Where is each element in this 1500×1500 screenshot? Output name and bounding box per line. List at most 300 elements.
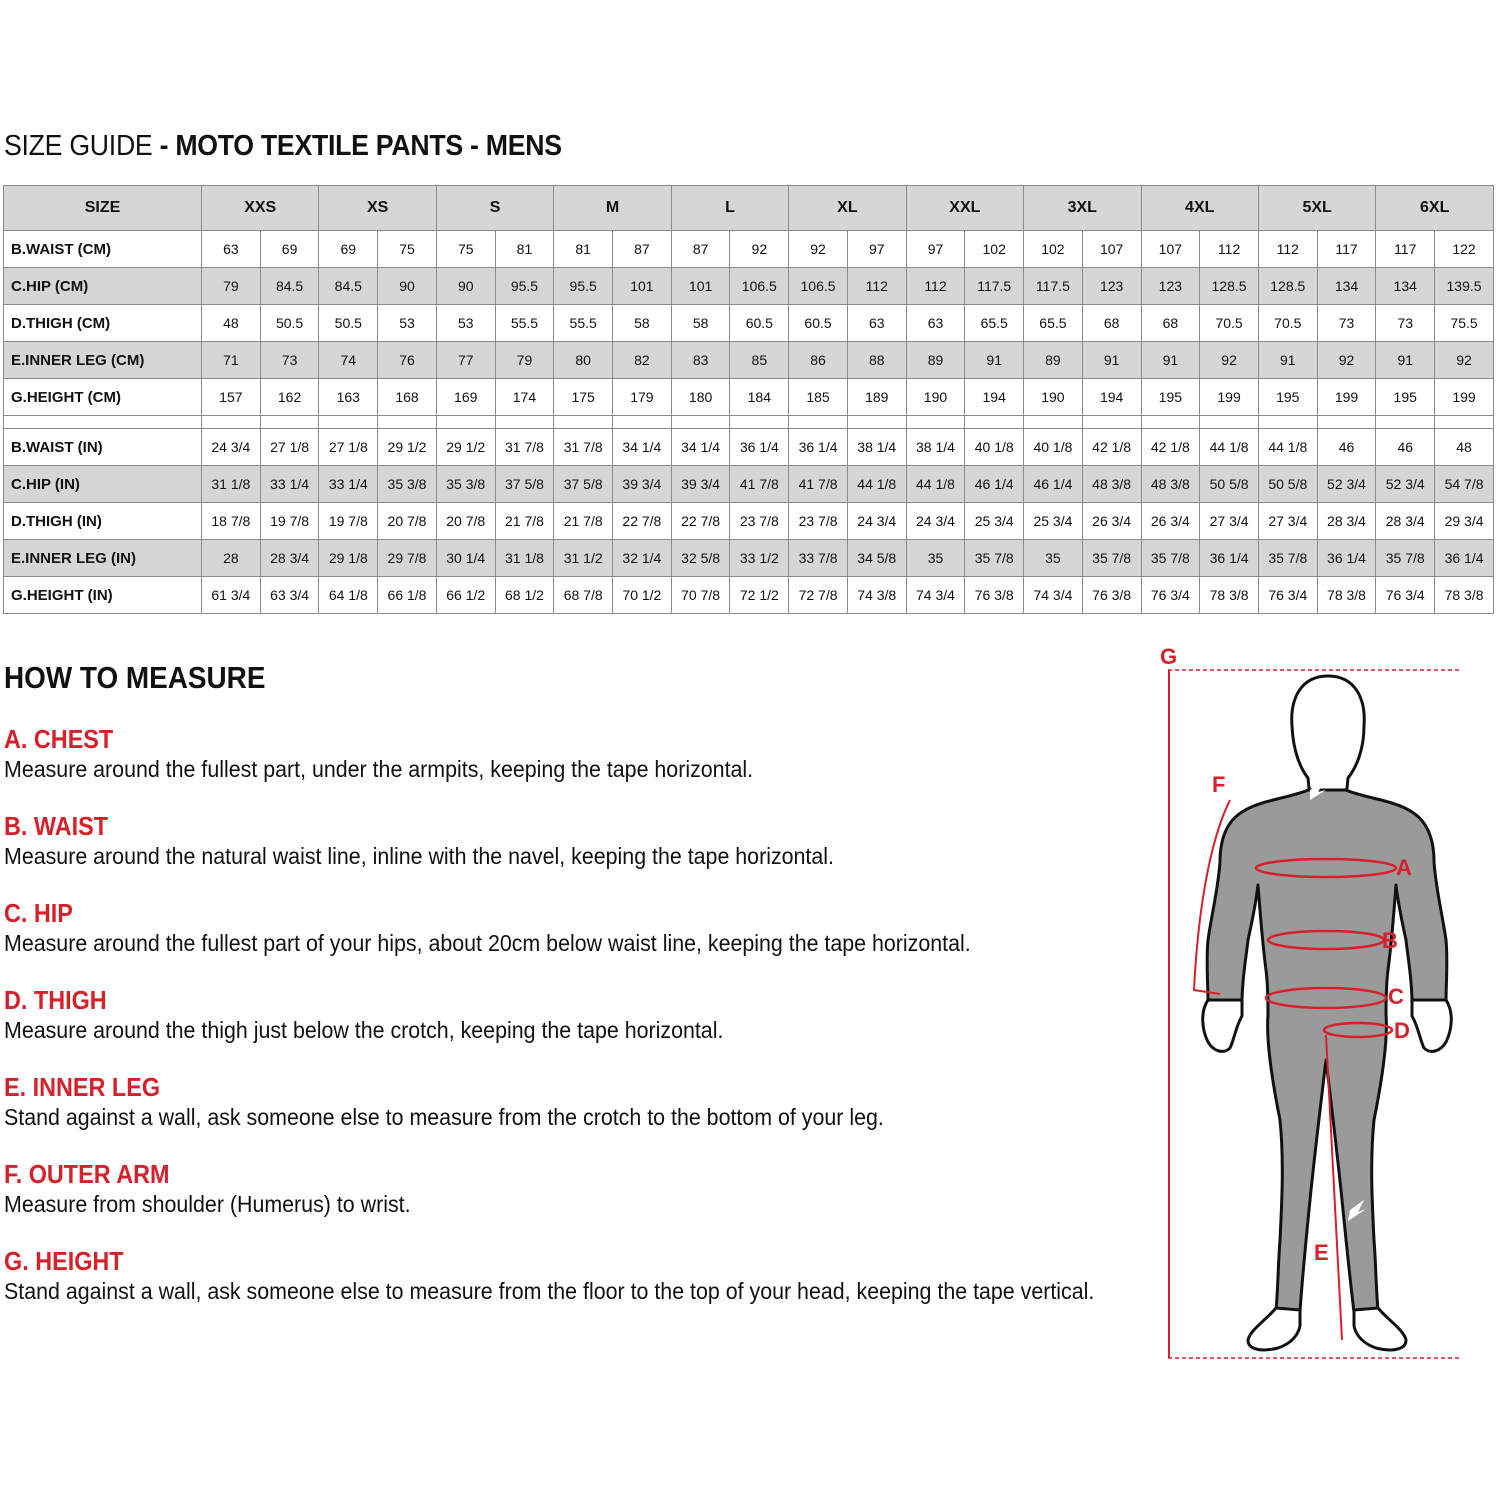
table-cell: 97: [847, 231, 906, 268]
table-cell: 199: [1435, 379, 1494, 416]
table-cell: 65.5: [965, 305, 1024, 342]
measure-item: [4, 1072, 950, 1132]
table-cell: 117: [1317, 231, 1376, 268]
table-separator-row: [4, 416, 1494, 429]
table-cell: 68 1/2: [495, 577, 554, 614]
table-cell: 32 1/4: [613, 540, 672, 577]
table-cell: 37 5/8: [495, 466, 554, 503]
separator-cell: [1024, 416, 1083, 429]
table-cell: 35 7/8: [1082, 540, 1141, 577]
table-cell: 106.5: [789, 268, 848, 305]
size-header: 5XL: [1258, 186, 1375, 231]
row-label: G.HEIGHT (IN): [4, 577, 202, 614]
size-header: 3XL: [1024, 186, 1141, 231]
table-cell: 33 1/2: [730, 540, 789, 577]
table-cell: 31 7/8: [495, 429, 554, 466]
table-cell: 69: [260, 231, 319, 268]
separator-cell: [1141, 416, 1200, 429]
table-cell: 65.5: [1024, 305, 1083, 342]
separator-cell: [554, 416, 613, 429]
table-cell: 23 7/8: [789, 503, 848, 540]
separator-cell: [202, 416, 261, 429]
table-cell: 29 1/2: [378, 429, 437, 466]
table-cell: 25 3/4: [965, 503, 1024, 540]
table-row: [4, 268, 1494, 305]
table-cell: 19 7/8: [319, 503, 378, 540]
table-cell: 21 7/8: [554, 503, 613, 540]
table-cell: 139.5: [1435, 268, 1494, 305]
table-cell: 169: [436, 379, 495, 416]
table-cell: 185: [789, 379, 848, 416]
table-cell: 33 7/8: [789, 540, 848, 577]
table-cell: 44 1/8: [906, 466, 965, 503]
table-cell: 70 7/8: [671, 577, 730, 614]
table-cell: 107: [1082, 231, 1141, 268]
table-cell: 48: [202, 305, 261, 342]
table-cell: 58: [671, 305, 730, 342]
table-cell: 91: [1141, 342, 1200, 379]
table-cell: 68: [1141, 305, 1200, 342]
table-cell: 189: [847, 379, 906, 416]
table-cell: 27 3/4: [1258, 503, 1317, 540]
table-cell: 28 3/4: [1376, 503, 1435, 540]
table-cell: 134: [1376, 268, 1435, 305]
table-cell: 92: [730, 231, 789, 268]
table-cell: 112: [847, 268, 906, 305]
table-cell: 58: [613, 305, 672, 342]
table-cell: 89: [906, 342, 965, 379]
table-cell: 117.5: [965, 268, 1024, 305]
table-cell: 81: [554, 231, 613, 268]
head: [1292, 676, 1364, 798]
table-cell: 61 3/4: [202, 577, 261, 614]
table-cell: 35 7/8: [1141, 540, 1200, 577]
table-cell: 46 1/4: [1024, 466, 1083, 503]
table-cell: 68: [1082, 305, 1141, 342]
table-cell: 48 3/8: [1082, 466, 1141, 503]
table-cell: 36 1/4: [1200, 540, 1259, 577]
table-cell: 24 3/4: [847, 503, 906, 540]
table-cell: 92: [789, 231, 848, 268]
table-cell: 102: [965, 231, 1024, 268]
measure-label: G. HEIGHT: [4, 1246, 124, 1276]
row-label: D.THIGH (CM): [4, 305, 202, 342]
table-cell: 76 3/4: [1376, 577, 1435, 614]
table-cell: 88: [847, 342, 906, 379]
table-cell: 90: [378, 268, 437, 305]
table-cell: 27 1/8: [319, 429, 378, 466]
table-row: [4, 429, 1494, 466]
row-label: B.WAIST (IN): [4, 429, 202, 466]
measure-label: F. OUTER ARM: [4, 1159, 170, 1189]
table-cell: 112: [1200, 231, 1259, 268]
table-cell: 77: [436, 342, 495, 379]
row-label: E.INNER LEG (IN): [4, 540, 202, 577]
separator-cell: [436, 416, 495, 429]
table-cell: 184: [730, 379, 789, 416]
marker-b: B: [1382, 928, 1398, 953]
table-cell: 44 1/8: [847, 466, 906, 503]
measure-description: Measure from shoulder (Humerus) to wrist.: [4, 1191, 411, 1217]
size-header: XS: [319, 186, 436, 231]
table-cell: 42 1/8: [1141, 429, 1200, 466]
row-label: B.WAIST (CM): [4, 231, 202, 268]
size-header: XXS: [202, 186, 319, 231]
separator-cell: [1200, 416, 1259, 429]
table-cell: 79: [495, 342, 554, 379]
separator-cell: [495, 416, 554, 429]
row-label: C.HIP (IN): [4, 466, 202, 503]
table-cell: 157: [202, 379, 261, 416]
table-cell: 174: [495, 379, 554, 416]
table-cell: 84.5: [319, 268, 378, 305]
measure-label: E. INNER LEG: [4, 1072, 161, 1102]
table-cell: 29 1/8: [319, 540, 378, 577]
row-label: E.INNER LEG (CM): [4, 342, 202, 379]
row-label: D.THIGH (IN): [4, 503, 202, 540]
table-cell: 41 7/8: [730, 466, 789, 503]
table-cell: 40 1/8: [965, 429, 1024, 466]
table-cell: 23 7/8: [730, 503, 789, 540]
marker-e: E: [1314, 1240, 1329, 1265]
separator-cell: [378, 416, 437, 429]
table-row: [4, 342, 1494, 379]
table-cell: 74 3/4: [1024, 577, 1083, 614]
table-cell: 92: [1200, 342, 1259, 379]
table-cell: 86: [789, 342, 848, 379]
table-cell: 40 1/8: [1024, 429, 1083, 466]
size-header: 4XL: [1141, 186, 1258, 231]
table-cell: 91: [965, 342, 1024, 379]
table-cell: 63: [847, 305, 906, 342]
table-cell: 91: [1376, 342, 1435, 379]
right-hand: [1412, 1000, 1451, 1051]
table-cell: 128.5: [1258, 268, 1317, 305]
table-cell: 199: [1200, 379, 1259, 416]
table-cell: 60.5: [730, 305, 789, 342]
table-cell: 97: [906, 231, 965, 268]
title-light: SIZE GUIDE: [4, 130, 153, 162]
separator-cell: [260, 416, 319, 429]
table-cell: 70 1/2: [613, 577, 672, 614]
table-cell: 112: [906, 268, 965, 305]
table-cell: 46: [1376, 429, 1435, 466]
size-header: S: [436, 186, 553, 231]
table-cell: 35 7/8: [1258, 540, 1317, 577]
table-cell: 37 5/8: [554, 466, 613, 503]
body-figure: [1150, 640, 1470, 1370]
table-cell: 38 1/4: [906, 429, 965, 466]
table-cell: 36 1/4: [730, 429, 789, 466]
table-cell: 20 7/8: [436, 503, 495, 540]
table-cell: 52 3/4: [1317, 466, 1376, 503]
table-row: [4, 503, 1494, 540]
table-cell: 83: [671, 342, 730, 379]
table-cell: 71: [202, 342, 261, 379]
table-cell: 52 3/4: [1376, 466, 1435, 503]
table-cell: 112: [1258, 231, 1317, 268]
table-cell: 35: [1024, 540, 1083, 577]
table-cell: 55.5: [495, 305, 554, 342]
separator-cell: [730, 416, 789, 429]
table-cell: 73: [260, 342, 319, 379]
table-cell: 63 3/4: [260, 577, 319, 614]
table-cell: 78 3/8: [1200, 577, 1259, 614]
table-cell: 72 1/2: [730, 577, 789, 614]
table-cell: 106.5: [730, 268, 789, 305]
table-cell: 68 7/8: [554, 577, 613, 614]
how-to-measure-heading: HOW TO MEASURE: [4, 660, 266, 695]
table-cell: 44 1/8: [1200, 429, 1259, 466]
table-cell: 87: [671, 231, 730, 268]
separator-cell: [906, 416, 965, 429]
left-foot: [1248, 1308, 1300, 1350]
table-cell: 24 3/4: [202, 429, 261, 466]
table-cell: 29 1/2: [436, 429, 495, 466]
table-cell: 53: [378, 305, 437, 342]
left-hand: [1203, 1000, 1242, 1051]
table-cell: 95.5: [554, 268, 613, 305]
table-cell: 22 7/8: [671, 503, 730, 540]
table-cell: 30 1/4: [436, 540, 495, 577]
marker-f: F: [1212, 772, 1226, 797]
size-header: M: [554, 186, 671, 231]
measure-item: [4, 1159, 441, 1219]
table-cell: 41 7/8: [789, 466, 848, 503]
table-cell: 72 7/8: [789, 577, 848, 614]
table-cell: 199: [1317, 379, 1376, 416]
table-cell: 55.5: [554, 305, 613, 342]
table-cell: 54 7/8: [1435, 466, 1494, 503]
table-cell: 168: [378, 379, 437, 416]
table-cell: 27 1/8: [260, 429, 319, 466]
table-cell: 69: [319, 231, 378, 268]
measure-label: D. THIGH: [4, 985, 107, 1015]
measure-description: Measure around the fullest part, under the armpits, keeping the tape horizontal.: [4, 756, 754, 782]
table-cell: 64 1/8: [319, 577, 378, 614]
table-cell: 84.5: [260, 268, 319, 305]
row-label: G.HEIGHT (CM): [4, 379, 202, 416]
separator-cell: [613, 416, 672, 429]
size-header-row: [4, 186, 1494, 231]
table-cell: 175: [554, 379, 613, 416]
table-cell: 78 3/8: [1435, 577, 1494, 614]
table-cell: 28: [202, 540, 261, 577]
table-cell: 95.5: [495, 268, 554, 305]
table-cell: 179: [613, 379, 672, 416]
table-cell: 90: [436, 268, 495, 305]
table-cell: 35 3/8: [378, 466, 437, 503]
table-cell: 60.5: [789, 305, 848, 342]
table-cell: 63: [202, 231, 261, 268]
table-cell: 46 1/4: [965, 466, 1024, 503]
table-cell: 63: [906, 305, 965, 342]
measure-label: C. HIP: [4, 898, 73, 928]
table-cell: 123: [1082, 268, 1141, 305]
measure-label: A. CHEST: [4, 724, 114, 754]
table-cell: 123: [1141, 268, 1200, 305]
table-cell: 66 1/8: [378, 577, 437, 614]
table-cell: 39 3/4: [671, 466, 730, 503]
table-cell: 50 5/8: [1258, 466, 1317, 503]
table-cell: 76 3/4: [1258, 577, 1317, 614]
table-cell: 24 3/4: [906, 503, 965, 540]
table-cell: 36 1/4: [1435, 540, 1494, 577]
table-cell: 31 1/8: [495, 540, 554, 577]
table-cell: 78 3/8: [1317, 577, 1376, 614]
table-cell: 29 7/8: [378, 540, 437, 577]
table-cell: 50.5: [319, 305, 378, 342]
size-header: 6XL: [1376, 186, 1494, 231]
table-cell: 22 7/8: [613, 503, 672, 540]
table-cell: 35: [906, 540, 965, 577]
table-cell: 42 1/8: [1082, 429, 1141, 466]
marker-a: A: [1396, 855, 1412, 880]
table-cell: 101: [613, 268, 672, 305]
table-cell: 76 3/4: [1141, 577, 1200, 614]
page-title: [4, 130, 562, 163]
table-cell: 92: [1317, 342, 1376, 379]
table-cell: 75.5: [1435, 305, 1494, 342]
table-cell: 34 1/4: [613, 429, 672, 466]
table-cell: 36 1/4: [789, 429, 848, 466]
table-cell: 50 5/8: [1200, 466, 1259, 503]
table-cell: 33 1/4: [260, 466, 319, 503]
separator-cell: [4, 416, 202, 429]
table-cell: 46: [1317, 429, 1376, 466]
title-bold: - MOTO TEXTILE PANTS - MENS: [152, 130, 562, 162]
table-cell: 195: [1258, 379, 1317, 416]
measure-item: [4, 985, 778, 1045]
table-cell: 74 3/8: [847, 577, 906, 614]
table-cell: 50.5: [260, 305, 319, 342]
table-cell: 190: [906, 379, 965, 416]
table-cell: 102: [1024, 231, 1083, 268]
table-cell: 21 7/8: [495, 503, 554, 540]
marker-d: D: [1394, 1018, 1410, 1043]
body-silhouette: [1207, 676, 1447, 1312]
marker-g: G: [1160, 644, 1178, 669]
table-cell: 180: [671, 379, 730, 416]
measure-description: Stand against a wall, ask someone else to measure from the crotch to the bottom of your leg.: [4, 1104, 884, 1130]
table-row: [4, 577, 1494, 614]
table-cell: 89: [1024, 342, 1083, 379]
separator-cell: [1082, 416, 1141, 429]
table-cell: 122: [1435, 231, 1494, 268]
separator-cell: [965, 416, 1024, 429]
table-cell: 32 5/8: [671, 540, 730, 577]
table-cell: 19 7/8: [260, 503, 319, 540]
table-cell: 117.5: [1024, 268, 1083, 305]
table-cell: 85: [730, 342, 789, 379]
table-cell: 75: [378, 231, 437, 268]
table-cell: 76 3/8: [965, 577, 1024, 614]
table-cell: 35 7/8: [965, 540, 1024, 577]
table-cell: 53: [436, 305, 495, 342]
measure-item: [4, 898, 1043, 958]
table-cell: 31 1/2: [554, 540, 613, 577]
size-table: [3, 185, 1494, 614]
size-header-label: SIZE: [4, 186, 202, 231]
table-cell: 44 1/8: [1258, 429, 1317, 466]
table-cell: 134: [1317, 268, 1376, 305]
table-cell: 101: [671, 268, 730, 305]
table-cell: 163: [319, 379, 378, 416]
separator-cell: [1435, 416, 1494, 429]
table-cell: 26 3/4: [1082, 503, 1141, 540]
table-cell: 75: [436, 231, 495, 268]
table-cell: 34 1/4: [671, 429, 730, 466]
table-cell: 34 5/8: [847, 540, 906, 577]
table-cell: 18 7/8: [202, 503, 261, 540]
table-cell: 76: [378, 342, 437, 379]
separator-cell: [1317, 416, 1376, 429]
table-cell: 92: [1435, 342, 1494, 379]
table-cell: 35 3/8: [436, 466, 495, 503]
table-row: [4, 231, 1494, 268]
size-header: XXL: [906, 186, 1023, 231]
separator-cell: [1376, 416, 1435, 429]
table-cell: 74: [319, 342, 378, 379]
table-cell: 162: [260, 379, 319, 416]
table-cell: 48 3/8: [1141, 466, 1200, 503]
table-cell: 48: [1435, 429, 1494, 466]
table-cell: 27 3/4: [1200, 503, 1259, 540]
table-cell: 35 7/8: [1376, 540, 1435, 577]
table-row: [4, 466, 1494, 503]
table-row: [4, 305, 1494, 342]
table-cell: 26 3/4: [1141, 503, 1200, 540]
measure-label: B. WAIST: [4, 811, 109, 841]
table-cell: 194: [1082, 379, 1141, 416]
table-cell: 70.5: [1258, 305, 1317, 342]
table-cell: 87: [613, 231, 672, 268]
table-cell: 190: [1024, 379, 1083, 416]
size-header: L: [671, 186, 788, 231]
table-cell: 195: [1376, 379, 1435, 416]
table-cell: 82: [613, 342, 672, 379]
measure-item: [4, 724, 809, 784]
table-cell: 73: [1376, 305, 1435, 342]
table-cell: 28 3/4: [1317, 503, 1376, 540]
separator-cell: [847, 416, 906, 429]
table-cell: 91: [1258, 342, 1317, 379]
measure-description: Measure around the natural waist line, inline with the navel, keeping the tape horizontal.: [4, 843, 834, 869]
table-cell: 29 3/4: [1435, 503, 1494, 540]
table-cell: 20 7/8: [378, 503, 437, 540]
table-cell: 194: [965, 379, 1024, 416]
table-cell: 28 3/4: [260, 540, 319, 577]
right-foot: [1354, 1308, 1406, 1350]
table-cell: 73: [1317, 305, 1376, 342]
table-row: [4, 379, 1494, 416]
separator-cell: [319, 416, 378, 429]
table-cell: 70.5: [1200, 305, 1259, 342]
table-cell: 33 1/4: [319, 466, 378, 503]
table-cell: 80: [554, 342, 613, 379]
table-cell: 91: [1082, 342, 1141, 379]
marker-c: C: [1388, 984, 1404, 1009]
separator-cell: [1258, 416, 1317, 429]
separator-cell: [789, 416, 848, 429]
row-label: C.HIP (CM): [4, 268, 202, 305]
table-cell: 36 1/4: [1317, 540, 1376, 577]
table-cell: 39 3/4: [613, 466, 672, 503]
table-cell: 128.5: [1200, 268, 1259, 305]
table-cell: 76 3/8: [1082, 577, 1141, 614]
table-cell: 25 3/4: [1024, 503, 1083, 540]
table-cell: 31 1/8: [202, 466, 261, 503]
